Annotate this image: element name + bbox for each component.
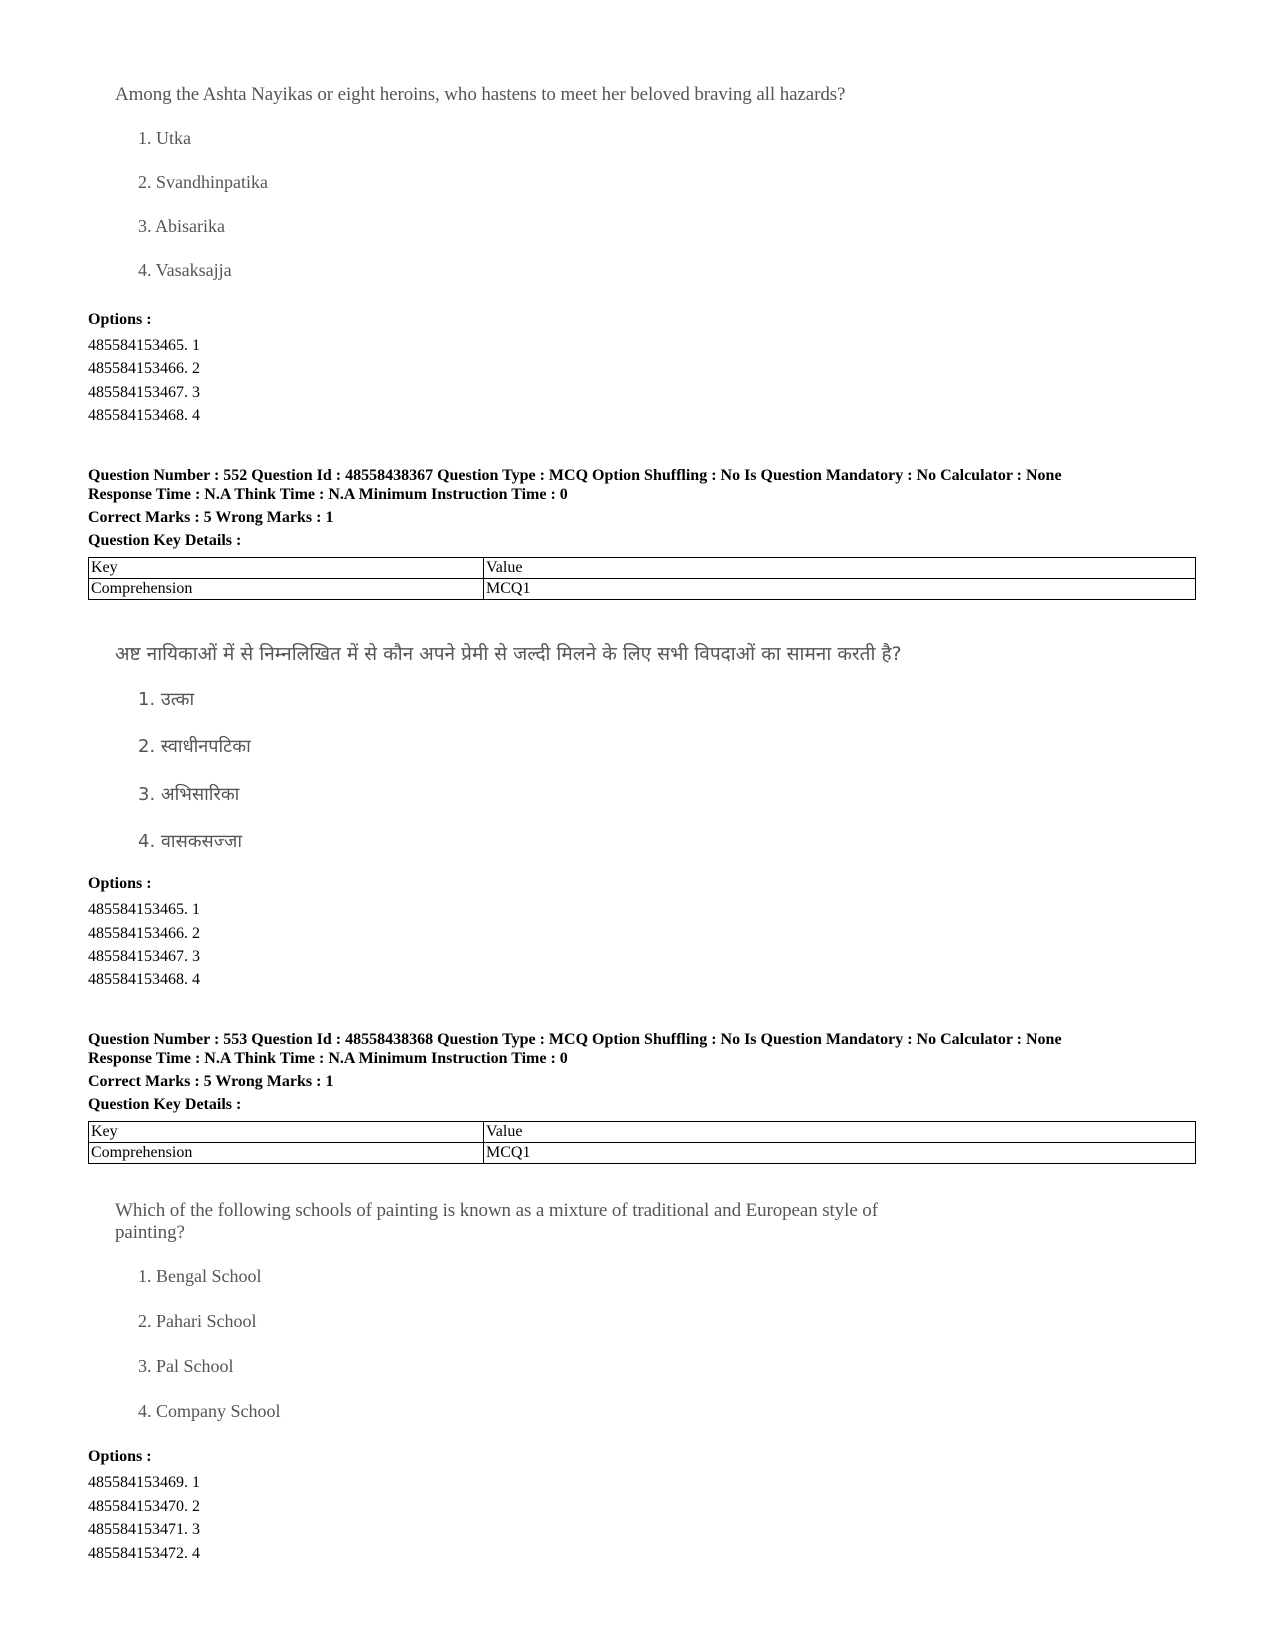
key-details-table [88, 1121, 1196, 1164]
key-details-label: Question Key Details : [88, 532, 242, 549]
question-text: अष्ट नायिकाओं में से निम्नलिखित में से कौन अपने प्रेमी से जल्दी मिलने के लिए सभी विपदाओं का सामना करती है? [115, 643, 902, 665]
option-line: 485584153471. 3 [88, 1521, 200, 1538]
option-line: 485584153468. 4 [88, 971, 200, 988]
option-line: 485584153467. 3 [88, 384, 200, 401]
option-line: 485584153468. 4 [88, 407, 200, 424]
choice-2: 2. स्वाधीनपटिका [138, 736, 251, 757]
option-line: 485584153472. 4 [88, 1545, 200, 1562]
table-header-key: Key [89, 1122, 484, 1143]
option-line: 485584153470. 2 [88, 1498, 200, 1515]
question-meta-timing: Response Time : N.A Think Time : N.A Minimum Instruction Time : 0 [88, 486, 568, 503]
option-line: 485584153467. 3 [88, 948, 200, 965]
question-meta: Question Number : 552 Question Id : 48558438367 Question Type : MCQ Option Shuffling : No Is Question Mandatory : No Calculator : None [88, 467, 1062, 484]
table-header-value: Value [484, 1122, 1196, 1143]
marks-line: Correct Marks : 5 Wrong Marks : 1 [88, 509, 334, 526]
choice-2: 2. Svandhinpatika [138, 172, 268, 192]
options-label: Options : [88, 1448, 152, 1465]
options-label: Options : [88, 875, 152, 892]
choice-3: 3. अभिसारिका [138, 784, 240, 805]
option-line: 485584153465. 1 [88, 901, 200, 918]
choice-4: 4. Vasaksajja [138, 260, 232, 280]
table-header-value: Value [484, 558, 1196, 579]
option-line: 485584153465. 1 [88, 337, 200, 354]
question-text: Among the Ashta Nayikas or eight heroins, who hastens to meet her beloved braving all hazards? [115, 84, 846, 105]
table-header-key: Key [89, 558, 484, 579]
table-cell-key: Comprehension [89, 1143, 484, 1164]
question-text: Which of the following schools of painting is known as a mixture of traditional and European style of [115, 1200, 878, 1221]
question-text-continued: painting? [115, 1222, 185, 1243]
question-meta-timing: Response Time : N.A Think Time : N.A Minimum Instruction Time : 0 [88, 1050, 568, 1067]
options-label: Options : [88, 311, 152, 328]
key-details-table [88, 557, 1196, 600]
choice-1: 1. उत्का [138, 689, 195, 710]
choice-3: 3. Abisarika [138, 216, 225, 236]
choice-2: 2. Pahari School [138, 1311, 257, 1331]
option-line: 485584153466. 2 [88, 360, 200, 377]
option-line: 485584153466. 2 [88, 925, 200, 942]
choice-4: 4. Company School [138, 1401, 281, 1421]
choice-1: 1. Bengal School [138, 1266, 262, 1286]
choice-1: 1. Utka [138, 128, 191, 148]
choice-4: 4. वासकसज्जा [138, 831, 243, 852]
key-details-label: Question Key Details : [88, 1096, 242, 1113]
table-cell-key: Comprehension [89, 579, 484, 600]
table-cell-value: MCQ1 [484, 579, 1196, 600]
question-meta: Question Number : 553 Question Id : 48558438368 Question Type : MCQ Option Shuffling : No Is Question Mandatory : No Calculator : None [88, 1031, 1062, 1048]
option-line: 485584153469. 1 [88, 1474, 200, 1491]
choice-3: 3. Pal School [138, 1356, 234, 1376]
table-cell-value: MCQ1 [484, 1143, 1196, 1164]
marks-line: Correct Marks : 5 Wrong Marks : 1 [88, 1073, 334, 1090]
